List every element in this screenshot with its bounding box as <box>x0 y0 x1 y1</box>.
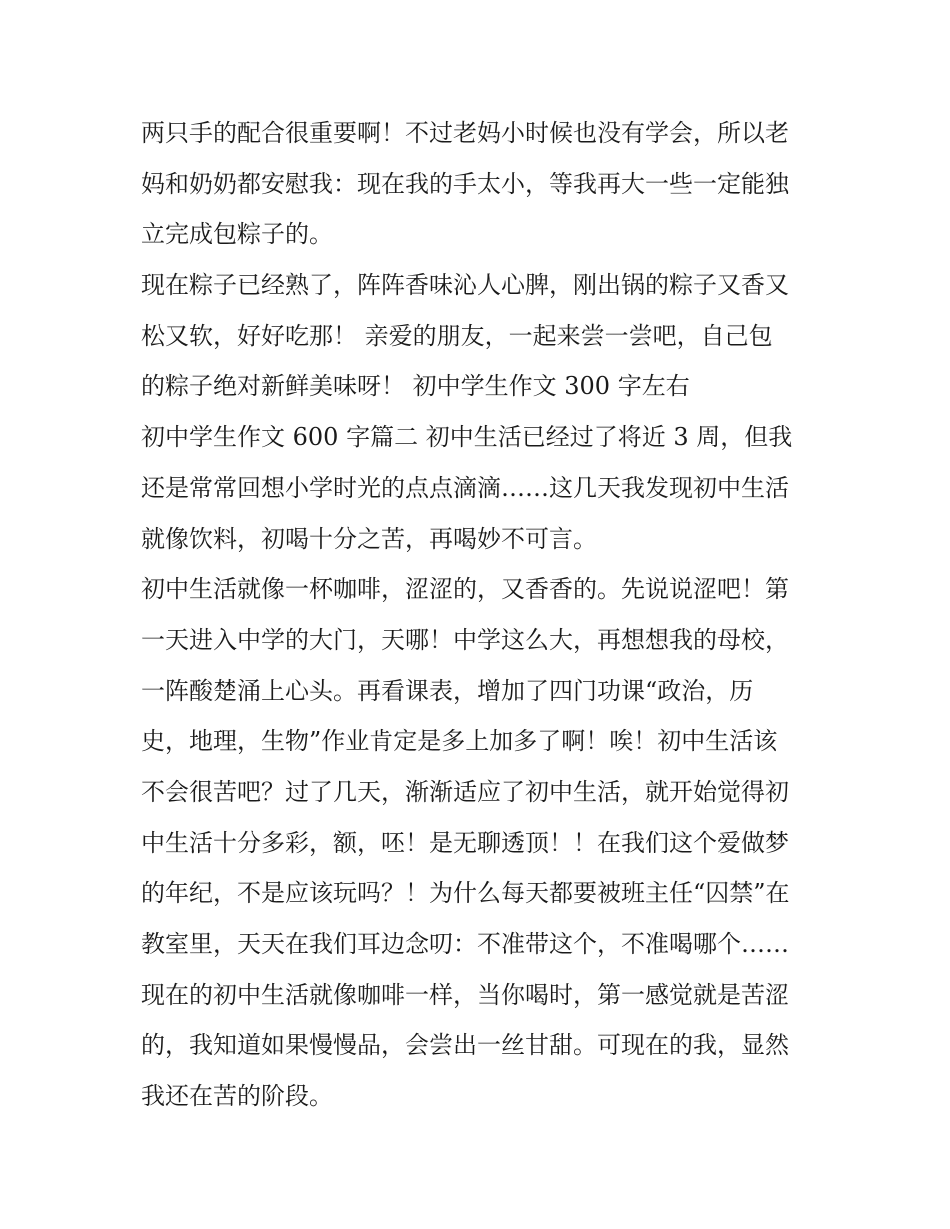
text-line: 的粽子绝对新鲜美味呀！ 初中学生作文 300 字左右 <box>141 372 690 401</box>
text-line: 两只手的配合很重要啊！不过老妈小时候也没有学会，所以老 <box>141 119 789 147</box>
article-body <box>141 108 821 1122</box>
text-line: 立完成包粽子的。 <box>141 220 333 249</box>
text-line: 的年纪，不是应该玩吗？！为什么每天都要被班主任“囚禁”在 <box>141 879 790 908</box>
text-line: 松又软，好好吃那！ 亲爱的朋友，一起来尝一尝吧，自己包 <box>141 321 773 350</box>
text-line: 现在的初中生活就像咖啡一样，当你喝时，第一感觉就是苦涩 <box>141 980 789 1009</box>
text-line: 现在粽子已经熟了，阵阵香味沁人心脾，刚出锅的粽子又香又 <box>141 271 789 300</box>
text-line: 初中生活就像一杯咖啡，涩涩的，又香香的。先说说涩吧！第 <box>141 575 789 604</box>
text-line: 就像饮料，初喝十分之苦，再喝妙不可言。 <box>141 524 597 553</box>
text-line: 教室里，天天在我们耳边念叨：不准带这个，不准喝哪个…… <box>141 930 789 958</box>
text-line: 妈和奶奶都安慰我：现在我的手太小，等我再大一些一定能独 <box>141 169 789 198</box>
text-line: 一天进入中学的大门，天哪！中学这么大，再想想我的母校， <box>141 625 789 654</box>
text-line: 还是常常回想小学时光的点点滴滴……这几天我发现初中生活 <box>141 473 789 502</box>
text-line: 初中学生作文 600 字篇二 初中生活已经过了将近 3 周，但我 <box>141 423 793 452</box>
text-line: 不会很苦吧？过了几天，渐渐适应了初中生活，就开始觉得初 <box>141 777 789 806</box>
text-line: 的，我知道如果慢慢品，会尝出一丝甘甜。可现在的我，显然 <box>141 1031 789 1060</box>
text-line: 中生活十分多彩，额，呸！是无聊透顶！！在我们这个爱做梦 <box>141 828 789 857</box>
text-line: 一阵酸楚涌上心头。再看课表，增加了四门功课“政治，历 <box>141 676 754 705</box>
text-line: 史，地理，生物”作业肯定是多上加多了啊！唉！初中生活该 <box>141 727 778 756</box>
text-line: 我还在苦的阶段。 <box>141 1082 333 1111</box>
